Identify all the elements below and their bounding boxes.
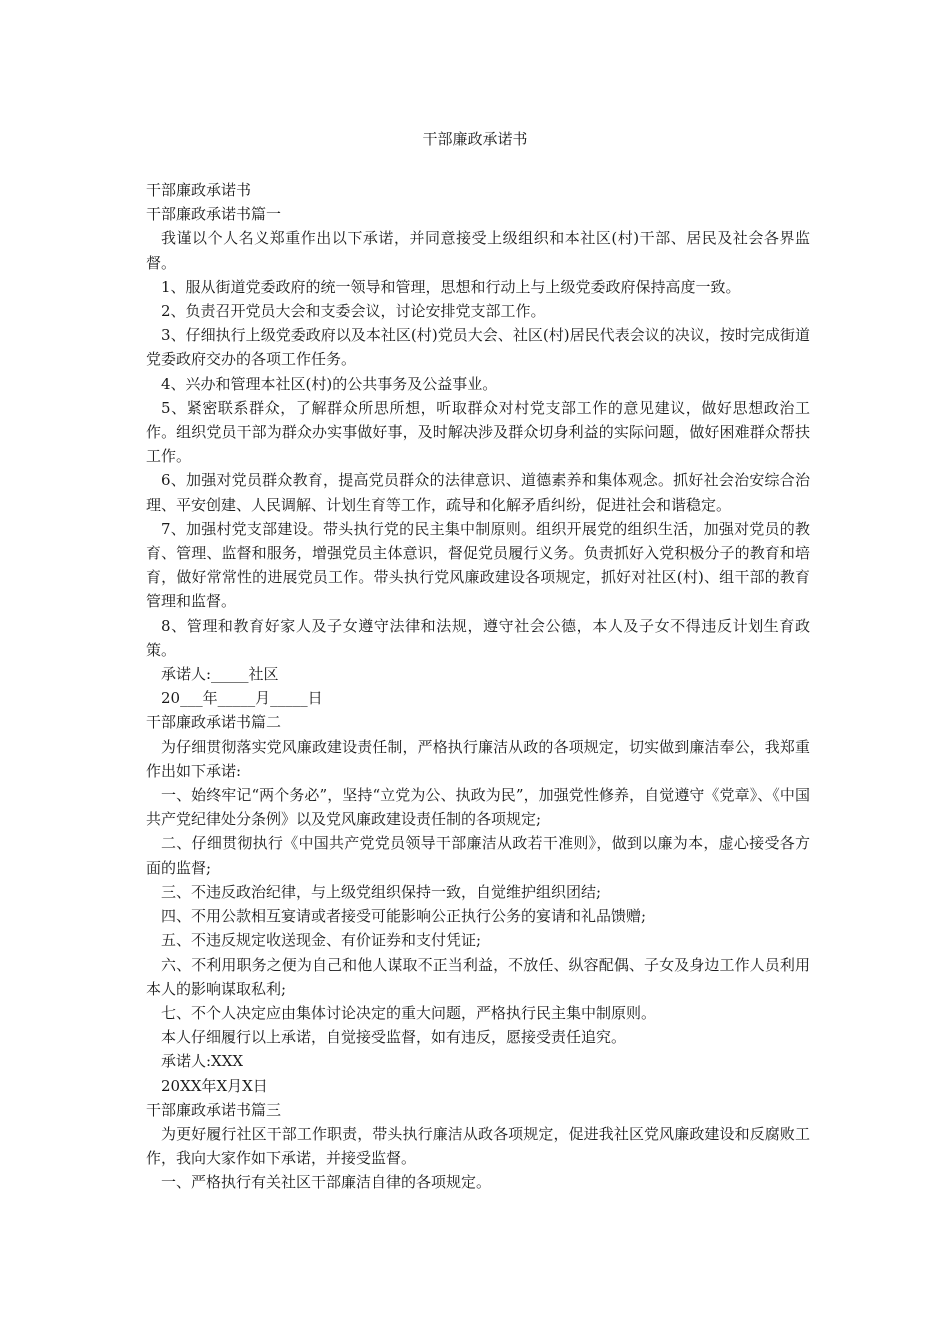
paragraph: 五、不违反规定收送现金、有价证券和支付凭证; xyxy=(161,931,482,950)
paragraph: 6、加强对党员群众教育，提高党员群众的法律意识、道德素养和集体观念。抓好社会治安综合治理、平安创建、人民调解、计划生育等工作，疏导和化解矛盾纠纷，促进社会和谐稳定。 xyxy=(146,471,810,514)
paragraph: 7、加强村党支部建设。带头执行党的民主集中制原则。组织开展党的组织生活，加强对党员的教育、管理、监督和服务，增强党员主体意识，督促党员履行义务。负责抓好入党积极分子的教育和培育，做好常常性的进展党员工作。带头执行党风廉政建设各项规定，抓好对社区(村)、组干部的教育管理和监督。 xyxy=(146,519,810,611)
paragraph: 一、始终牢记“两个务必”，坚持“立党为公、执政为民”，加强党性修养，自觉遵守《党章》、《中国共产党纪律处分条例》以及党风廉政建设责任制的各项规定; xyxy=(146,786,810,829)
document-title: 干部廉政承诺书 xyxy=(422,130,528,148)
paragraph: 四、不用公款相互宴请或者接受可能影响公正执行公务的宴请和礼品馈赠; xyxy=(161,907,647,926)
paragraph: 8、管理和教育好家人及子女遵守法律和法规，遵守社会公德，本人及子女不得违反计划生育政策。 xyxy=(146,616,810,659)
paragraph: 三、不违反政治纪律，与上级党组织保持一致，自觉维护组织团结; xyxy=(161,882,602,901)
paragraph: 4、兴办和管理本社区(村)的公共事务及公益事业。 xyxy=(161,374,498,393)
document-heading: 干部廉政承诺书 xyxy=(146,181,252,199)
section-subtitle: 干部廉政承诺书篇三 xyxy=(146,1100,282,1119)
section-subtitle: 干部廉政承诺书篇二 xyxy=(146,713,282,732)
paragraph: 二、仔细贯彻执行《中国共产党党员领导干部廉洁从政若干准则》，做到以廉为本，虚心接受各方面的监督; xyxy=(146,834,810,877)
section-subtitle: 干部廉政承诺书篇一 xyxy=(146,205,282,224)
paragraph: 1、服从街道党委政府的统一领导和管理，思想和行动上与上级党委政府保持高度一致。 xyxy=(161,277,741,296)
paragraph: 3、仔细执行上级党委政府以及本社区(村)党员大会、社区(村)居民代表会议的决议，按时完成街道党委政府交办的各项工作任务。 xyxy=(146,326,810,369)
paragraph: 2、负责召开党员大会和支委会议，讨论安排党支部工作。 xyxy=(161,302,546,321)
date-line: 20___年_____月_____日 xyxy=(161,689,323,708)
paragraph: 七、不个人决定应由集体讨论决定的重大问题，严格执行民主集中制原则。 xyxy=(161,1003,657,1022)
date-line: 20XX年X月X日 xyxy=(161,1076,268,1095)
paragraph: 六、不利用职务之便为自己和他人谋取不正当利益，不放任、纵容配偶、子女及身边工作人员利用本人的影响谋取私利; xyxy=(146,955,810,998)
signature-line: 承诺人:XXX xyxy=(161,1052,244,1071)
paragraph: 5、紧密联系群众，了解群众所思所想，听取群众对村党支部工作的意见建议，做好思想政治工作。组织党员干部为群众办实事做好事，及时解决涉及群众切身利益的实际问题，做好困难群众帮扶工作。 xyxy=(146,398,810,466)
paragraph: 为仔细贯彻落实党风廉政建设责任制，严格执行廉洁从政的各项规定，切实做到廉洁奉公，我郑重作出如下承诺: xyxy=(146,737,810,780)
paragraph: 本人仔细履行以上承诺，自觉接受监督，如有违反，愿接受责任追究。 xyxy=(161,1028,627,1047)
signature-line: 承诺人:_____社区 xyxy=(161,665,279,684)
paragraph: 为更好履行社区干部工作职责，带头执行廉洁从政各项规定，促进我社区党风廉政建设和反腐败工作，我向大家作如下承诺，并接受监督。 xyxy=(146,1124,810,1168)
document-body xyxy=(146,178,810,1195)
paragraph: 一、严格执行有关社区干部廉洁自律的各项规定。 xyxy=(161,1173,492,1192)
paragraph: 我谨以个人名义郑重作出以下承诺，并同意接受上级组织和本社区(村)干部、居民及社会各界监督。 xyxy=(146,229,810,272)
